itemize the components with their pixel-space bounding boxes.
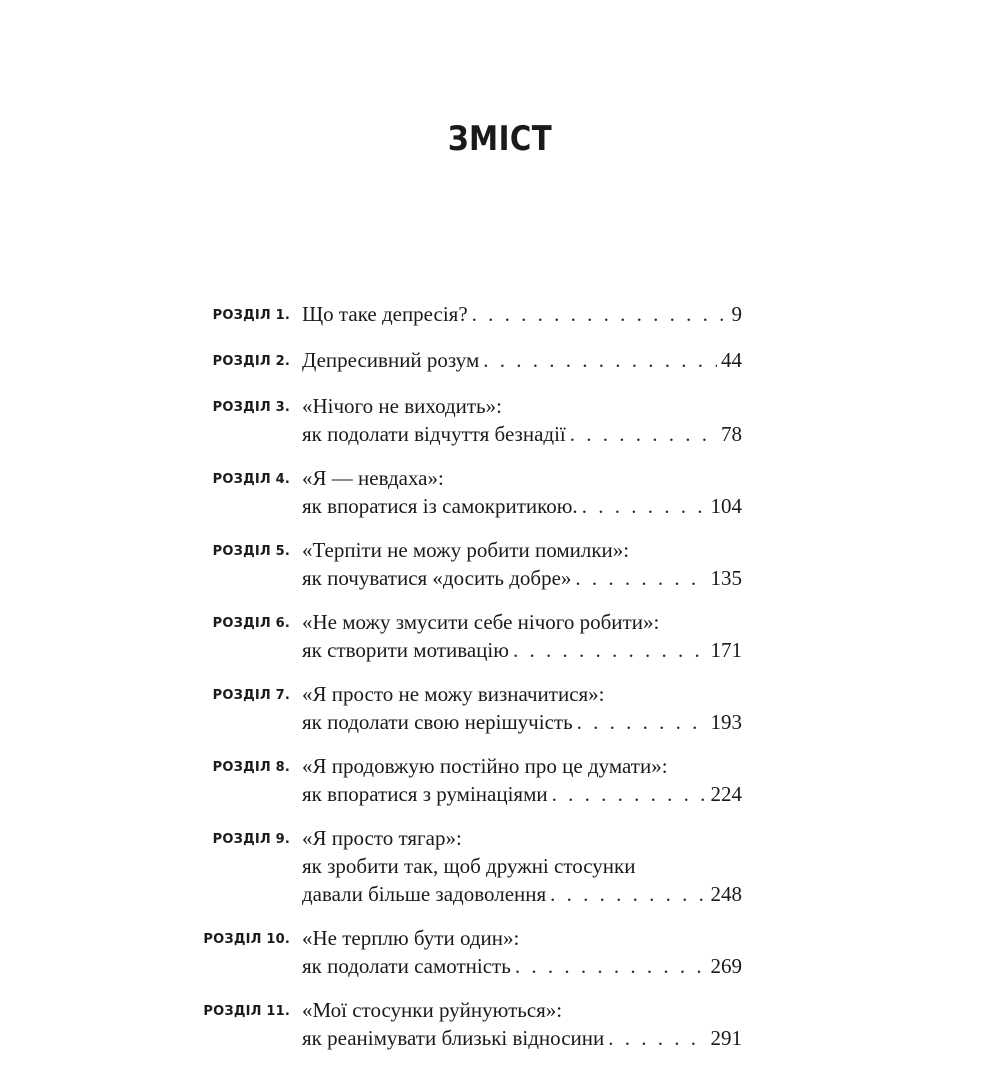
dot-leader — [577, 708, 707, 736]
chapter-title — [302, 924, 742, 980]
toc-entry — [160, 464, 780, 520]
chapter-title-last-line — [302, 492, 742, 520]
chapter-title-line: «Терпіти не можу робити помилки»: — [302, 538, 630, 562]
page-title: ЗМІСТ — [447, 118, 553, 159]
table-of-contents — [160, 300, 780, 1068]
chapter-title-line: «Я просто тягар»: — [302, 826, 462, 850]
chapter-title-last-line — [302, 346, 742, 374]
chapter-title-line: як подолати відчуття безнадії — [302, 422, 566, 446]
toc-entry — [160, 924, 780, 980]
chapter-title-last-line — [302, 708, 742, 736]
page-number: 9 — [731, 302, 742, 326]
chapter-title-line: як почуватися «досить добре» — [302, 566, 572, 590]
chapter-label: РОЗДІЛ 9. — [212, 832, 290, 847]
chapter-title — [302, 464, 742, 520]
toc-entry — [160, 346, 780, 376]
chapter-title-line: «Не можу змусити себе нічого робити»: — [302, 610, 660, 634]
chapter-title-last-line — [302, 952, 742, 980]
chapter-title-line: як зробити так, щоб дружні стосунки — [302, 854, 636, 878]
dot-leader — [513, 636, 707, 664]
chapter-title-line: як подолати самотність — [302, 954, 511, 978]
page-number: 135 — [710, 566, 742, 590]
chapter-title-line: «Я — невдаха»: — [302, 466, 444, 490]
toc-entry — [160, 536, 780, 592]
toc-entry — [160, 680, 780, 736]
chapter-title-line: давали більше задоволення — [302, 882, 547, 906]
toc-entry — [160, 300, 780, 330]
chapter-title — [302, 608, 742, 664]
chapter-label: РОЗДІЛ 11. — [203, 1004, 290, 1019]
chapter-title-line: «Я просто не можу визначитися»: — [302, 682, 605, 706]
page-number: 248 — [710, 882, 742, 906]
toc-entry — [160, 608, 780, 664]
page-number: 224 — [710, 782, 742, 806]
chapter-label: РОЗДІЛ 8. — [212, 760, 290, 775]
dot-leader — [608, 1024, 706, 1052]
chapter-title-last-line — [302, 564, 742, 592]
chapter-title — [302, 392, 742, 448]
dot-leader — [552, 780, 707, 808]
chapter-title-line: «Не терплю бути один»: — [302, 926, 520, 950]
chapter-title — [302, 996, 742, 1052]
chapter-title-line: як подолати свою нерішучість — [302, 710, 573, 734]
dot-leader — [570, 420, 717, 448]
chapter-title — [302, 824, 742, 908]
chapter-title — [302, 680, 742, 736]
toc-entry — [160, 752, 780, 808]
chapter-title-line: Депресивний розум — [302, 348, 480, 372]
dot-leader — [550, 880, 706, 908]
chapter-title — [302, 300, 742, 328]
chapter-title-line: Що таке депресія? — [302, 302, 468, 326]
chapter-label: РОЗДІЛ 6. — [212, 616, 290, 631]
chapter-title-line: як впоратися із самокритикою. — [302, 494, 578, 518]
chapter-label: РОЗДІЛ 3. — [212, 400, 290, 415]
toc-entry — [160, 392, 780, 448]
chapter-label: РОЗДІЛ 5. — [212, 544, 290, 559]
page-number: 44 — [721, 348, 742, 372]
dot-leader — [483, 346, 717, 374]
dot-leader — [575, 564, 706, 592]
page-number: 291 — [710, 1026, 742, 1050]
page-number: 193 — [710, 710, 742, 734]
chapter-title-line: як реанімувати близькі відносини — [302, 1026, 605, 1050]
page-number: 269 — [710, 954, 742, 978]
chapter-title — [302, 752, 742, 808]
chapter-title-line: як створити мотивацію — [302, 638, 509, 662]
chapter-title — [302, 536, 742, 592]
chapter-title-line: «Мої стосунки руйнуються»: — [302, 998, 563, 1022]
chapter-label: РОЗДІЛ 7. — [212, 688, 290, 703]
page-number: 104 — [710, 494, 742, 518]
toc-entry — [160, 996, 780, 1052]
chapter-title-last-line — [302, 420, 742, 448]
chapter-title-last-line — [302, 1024, 742, 1052]
page-number: 171 — [710, 638, 742, 662]
chapter-title-line: «Нічого не виходить»: — [302, 394, 502, 418]
chapter-title-last-line — [302, 636, 742, 664]
chapter-title-last-line — [302, 880, 742, 908]
dot-leader — [582, 492, 707, 520]
chapter-label: РОЗДІЛ 4. — [212, 472, 290, 487]
chapter-label: РОЗДІЛ 10. — [203, 932, 290, 947]
chapter-title-line: «Я продовжую постійно про це думати»: — [302, 754, 668, 778]
page-number: 78 — [721, 422, 742, 446]
chapter-title-line: як впоратися з румінаціями — [302, 782, 548, 806]
toc-entry — [160, 824, 780, 908]
chapter-label: РОЗДІЛ 2. — [212, 354, 290, 369]
dot-leader — [472, 300, 728, 328]
chapter-title-last-line — [302, 780, 742, 808]
chapter-label: РОЗДІЛ 1. — [212, 308, 290, 323]
chapter-title — [302, 346, 742, 374]
dot-leader — [515, 952, 707, 980]
chapter-title-last-line — [302, 300, 742, 328]
